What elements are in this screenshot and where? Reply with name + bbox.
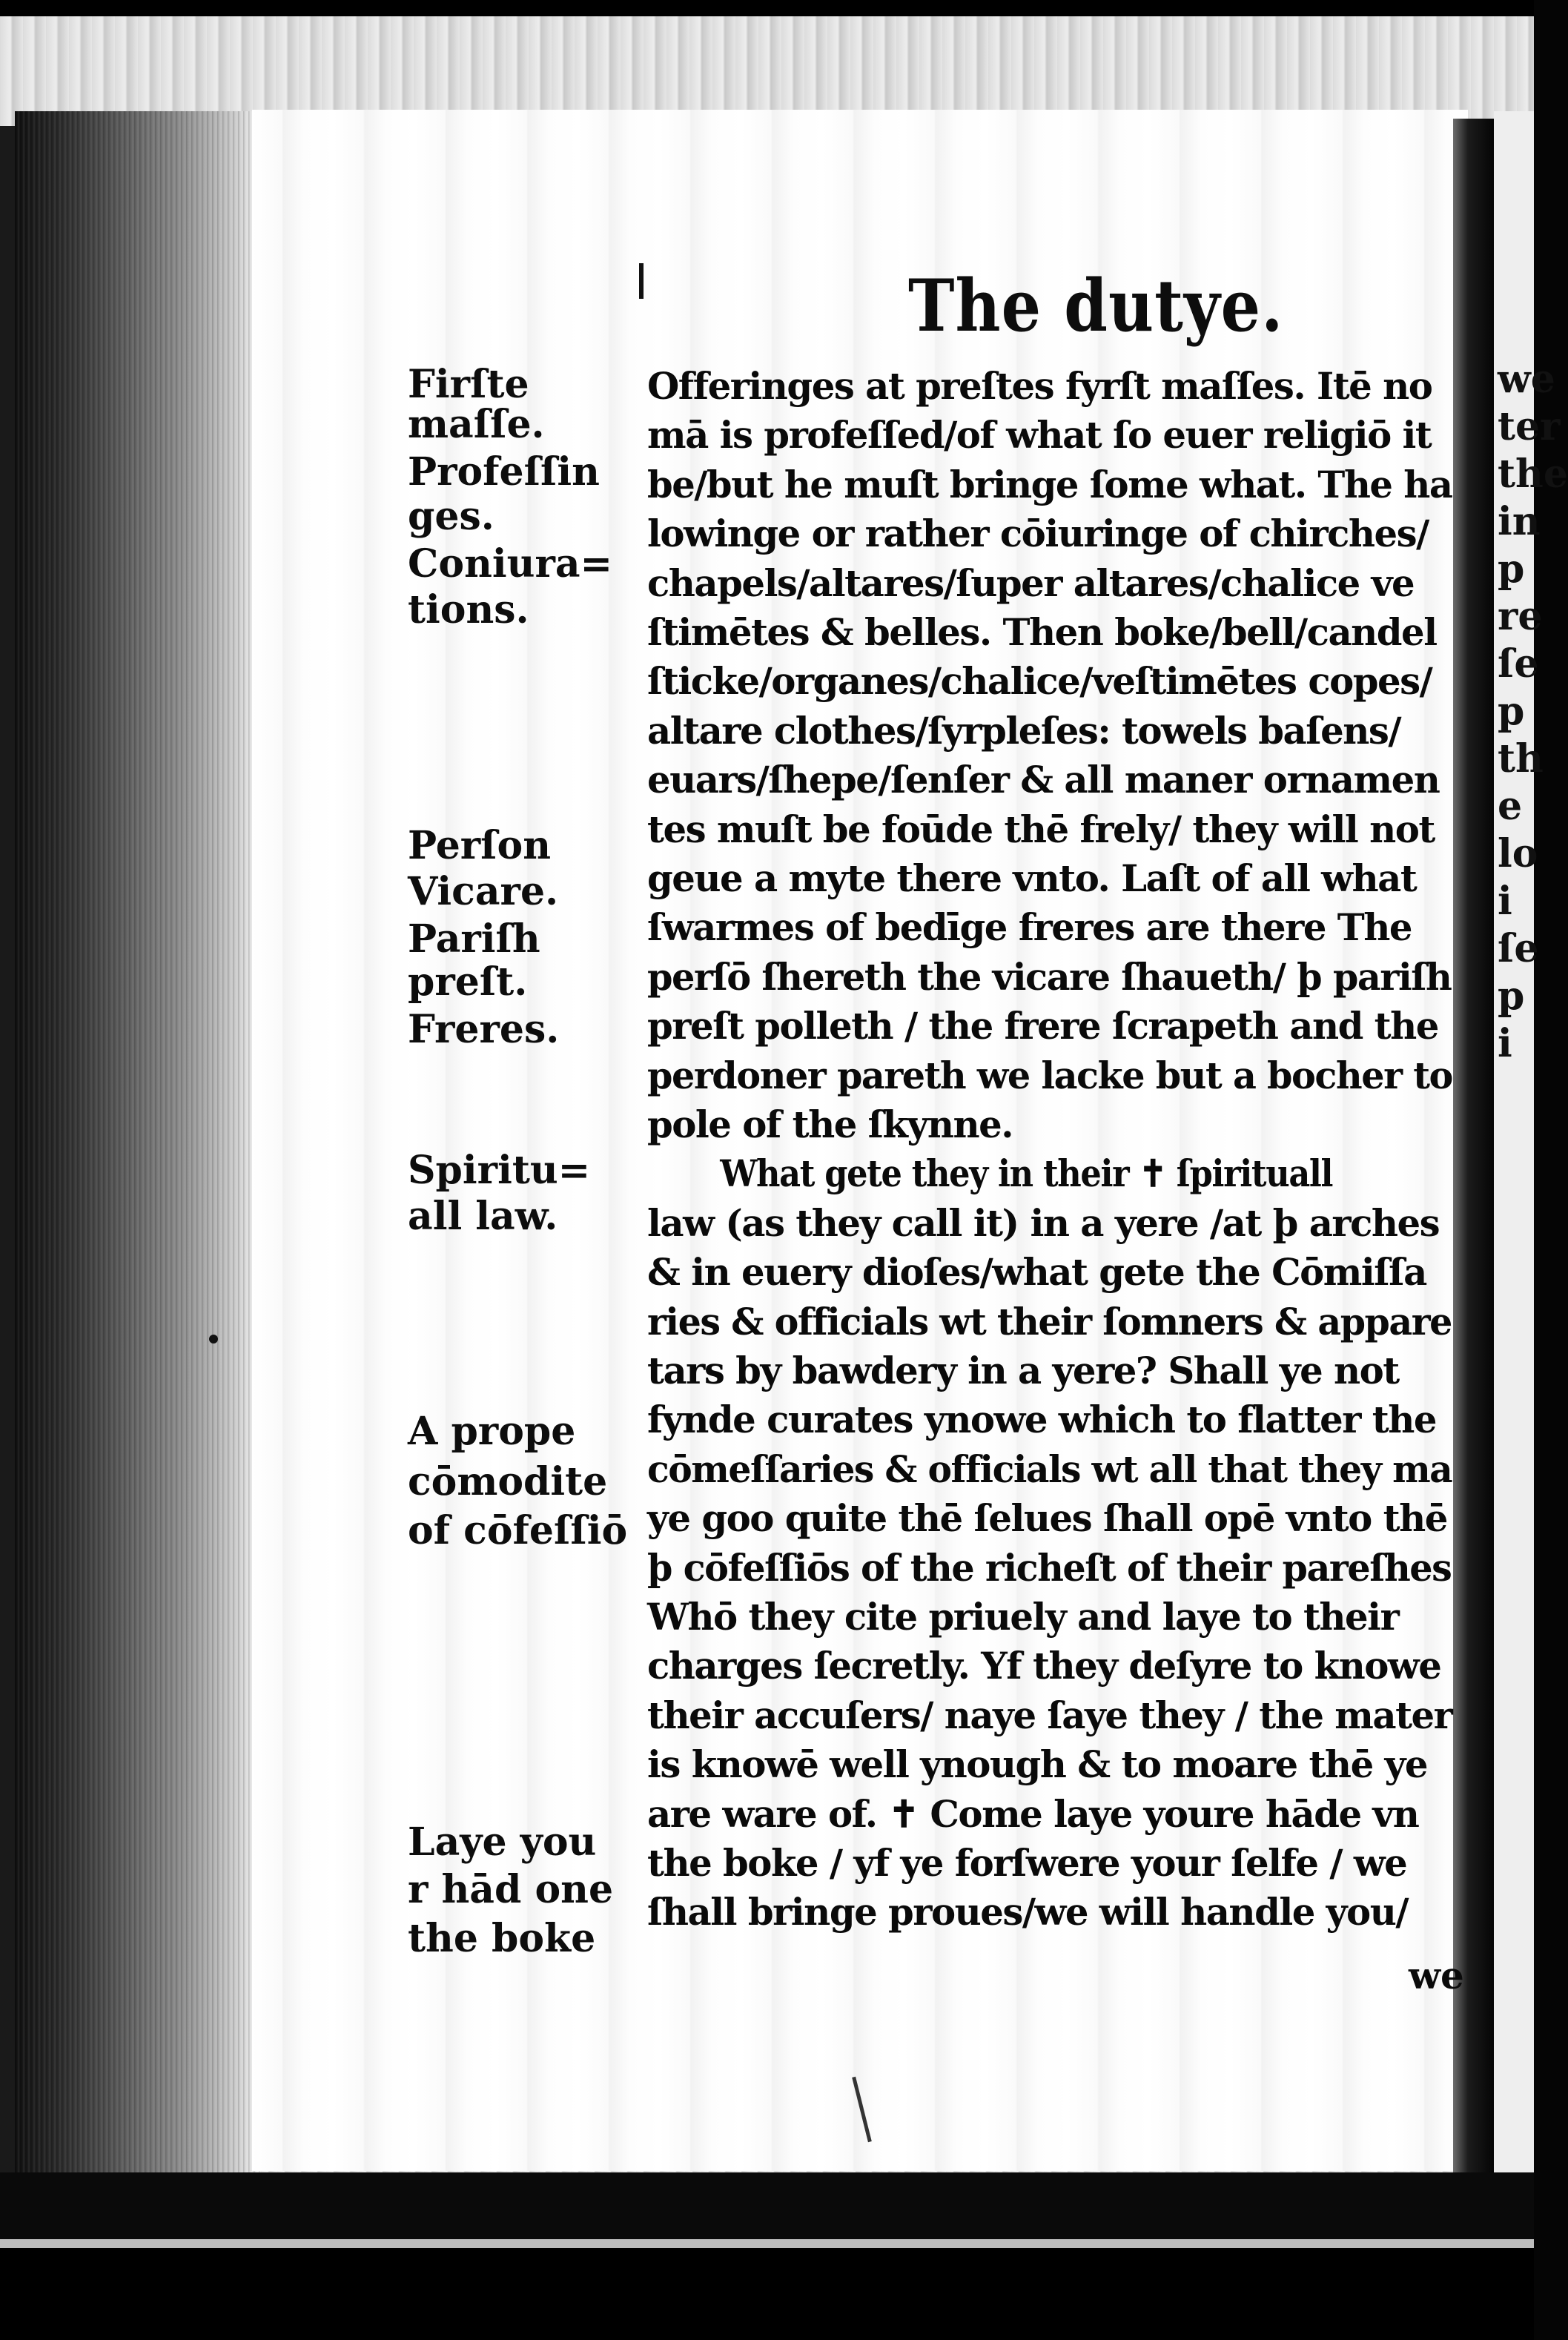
text-line: lowinge or rather cōiuringe of chirches/	[647, 512, 1429, 556]
margin-note: ges.	[408, 494, 494, 539]
facing-page-fragment: p	[1498, 546, 1525, 592]
facing-page-fragment: i	[1498, 879, 1512, 924]
facing-page-fragment: p	[1498, 689, 1525, 734]
text-line: ſhall bringe proues/we will handle you/	[647, 1890, 1409, 1934]
text-line: & in euery dioſes/what gete the Cōmiſſa	[647, 1250, 1426, 1295]
facing-page-fragment: re	[1498, 594, 1543, 639]
margin-note: Vicare.	[408, 869, 559, 914]
margin-note: r hād one	[408, 1867, 614, 1912]
text-line: What gete they in their ✝ ſpirituall	[720, 1151, 1333, 1196]
text-line: mā is profeſſed/of what ſo euer religiō it	[647, 413, 1432, 457]
margin-note: all law.	[408, 1194, 558, 1239]
text-line: Whō they cite priuely and laye to their	[647, 1595, 1399, 1639]
text-line: perdoner pareth we lacke but a bocher to	[647, 1053, 1452, 1097]
facing-page-fragment: we	[1498, 357, 1555, 402]
text-line: chapels/altares/ſuper altares/chalice ve	[647, 561, 1415, 605]
text-line: is knowē well ynough & to moare thē ye	[647, 1742, 1428, 1787]
text-line: Offeringes at preſtes fyrſt maſſes. Itē no	[647, 364, 1432, 408]
margin-note: Coniura=	[408, 541, 613, 586]
facing-page-fragment: ſe	[1498, 926, 1539, 971]
scan-bottom-shadow	[0, 2172, 1534, 2239]
facing-page-fragment: ter	[1498, 404, 1561, 449]
running-head: The dutye.	[908, 263, 1284, 348]
margin-note: tions.	[408, 587, 529, 632]
text-line: altare clothes/ſyrpleſes: towels baſens/	[647, 708, 1401, 753]
margin-note: maſſe.	[408, 402, 545, 447]
margin-note: Pariſh	[408, 916, 540, 962]
text-line: fynde curates ynowe which to flatter the	[647, 1398, 1437, 1442]
text-line: are ware of. ✝ Come laye youre hāde vn	[647, 1791, 1419, 1836]
margin-note: of cōfeſſiō	[408, 1508, 628, 1553]
text-line: ſticke/organes/chalice/veſtimētes copes/	[647, 659, 1432, 704]
book-page-edges	[15, 111, 259, 2172]
margin-note: the boke	[408, 1916, 596, 1961]
text-line: preſt polleth / the frere ſcrapeth and the	[647, 1004, 1438, 1048]
facing-page-fragment: i	[1498, 1021, 1512, 1066]
margin-note: Freres.	[408, 1007, 560, 1052]
margin-note: preſt.	[408, 959, 528, 1005]
text-line: geue a myte there vnto. Laſt of all what	[647, 856, 1417, 900]
text-line: law (as they call it) in a yere /at þ arches	[647, 1200, 1440, 1245]
text-line: be/but he muſt bringe ſome what. The ha	[647, 462, 1452, 506]
margin-note: A prope	[408, 1409, 576, 1454]
text-line: ye goo quite thē ſelues ſhall opē vnto thē	[647, 1496, 1447, 1541]
text-line: þ cōfeſſiōs of the richeſt of their pareſhes	[647, 1545, 1452, 1590]
facing-page-text	[1498, 356, 1568, 1068]
text-line: euars/ſhepe/ſenſer & all maner ornamen	[647, 758, 1440, 802]
margin-note: Perſon	[408, 823, 552, 868]
facing-page-fragment: ſe	[1498, 641, 1539, 687]
film-border-bottom	[0, 2248, 1534, 2340]
text-line: their accuſers/ naye ſaye they / the mater	[647, 1693, 1452, 1737]
facing-page-fragment: th	[1498, 736, 1544, 781]
text-line: charges ſecretly. Yf they deſyre to knowe	[647, 1644, 1441, 1688]
book-gutter	[1453, 119, 1494, 2172]
margin-note: Laye you	[408, 1820, 597, 1865]
text-line: cōmeſſaries & officials wt all that they ma	[647, 1447, 1452, 1491]
text-line: the boke / yf ye forſwere your ſelfe / we	[647, 1841, 1407, 1885]
scan-bottom-band	[0, 2239, 1534, 2248]
text-line: perſō ſhereth the vicare ſhaueth/ þ pariſh	[647, 954, 1452, 999]
text-line: ſtimētes & belles. Then boke/bell/candel	[647, 610, 1437, 654]
text-line: tars by bawdery in a yere? Shall ye not	[647, 1349, 1399, 1392]
page-edge-mark	[209, 1335, 218, 1343]
facing-page-fragment: e	[1498, 784, 1523, 829]
facing-page-fragment: p	[1498, 974, 1525, 1019]
facing-page-fragment: the	[1498, 452, 1568, 497]
catchword: we	[1409, 1954, 1464, 1997]
text-line: tes muſt be foūde thē frely/ they will not	[647, 807, 1435, 851]
film-border-top	[0, 0, 1534, 16]
facing-page-fragment: in	[1498, 499, 1541, 544]
margin-note: Firſte	[408, 362, 529, 407]
text-line: pole of the ſkynne.	[647, 1103, 1013, 1146]
facing-page-fragment: lo	[1498, 831, 1538, 876]
margin-note: Spiritu=	[408, 1148, 591, 1193]
margin-note: Profeſſin	[408, 449, 600, 495]
text-line: ſwarmes of bedīge freres are there The	[647, 905, 1412, 950]
text-line: ries & officials wt their ſomners & appare	[647, 1299, 1452, 1343]
running-head-mark	[639, 263, 644, 299]
margin-note: cōmodite	[408, 1459, 608, 1504]
